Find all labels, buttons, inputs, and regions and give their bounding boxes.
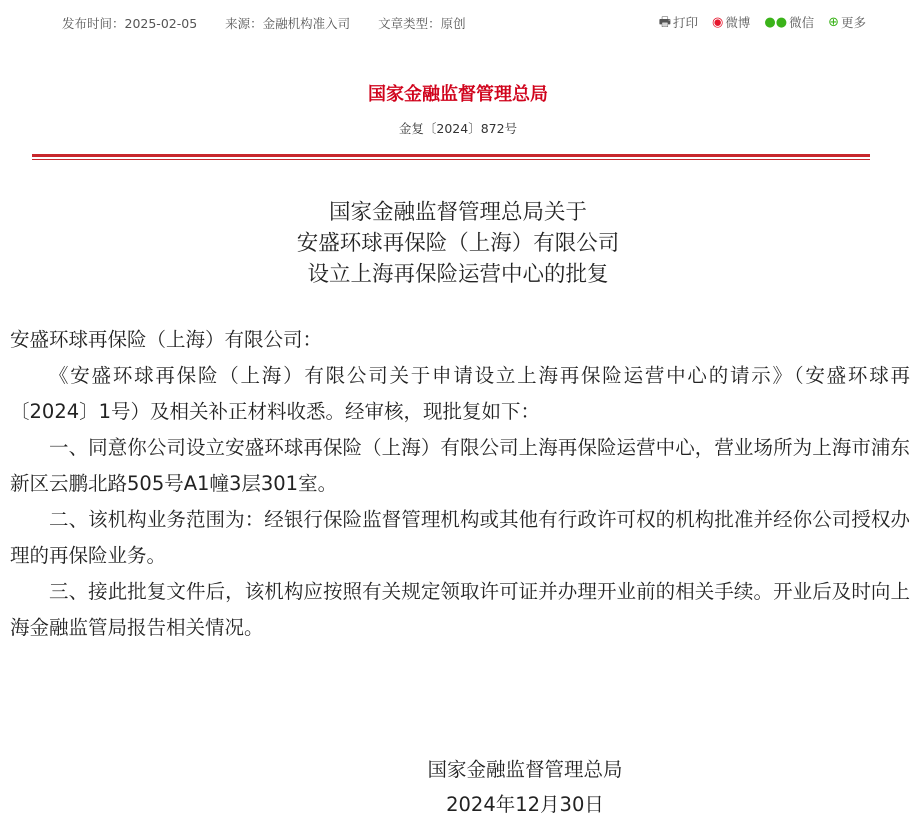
plus-circle-icon: ⊕	[828, 14, 839, 30]
more-share-button[interactable]	[828, 13, 866, 31]
signature-block	[380, 752, 670, 822]
paragraph: 三、接此批复文件后，该机构应按照有关规定领取许可证并办理开业前的相关手续。开业后及时向上海金融监管局报告相关情况。	[10, 580, 910, 639]
print-label: 打印	[673, 15, 699, 30]
document-number: 金复〔2024〕872号	[398, 121, 518, 136]
document-title	[0, 197, 916, 290]
paragraph: 《安盛环球再保险（上海）有限公司关于申请设立上海再保险运营中心的请示》（安盛环球再〔2024〕1号）及相关补正材料收悉。经审核，现批复如下：	[10, 364, 910, 423]
article-meta	[62, 14, 494, 32]
share-bar	[659, 13, 866, 31]
printer-icon: 🖶	[658, 14, 671, 30]
wechat-label: 微信	[789, 15, 815, 30]
issuing-organization: 国家金融监督管理总局	[368, 84, 548, 105]
title-line: 国家金融监督管理总局关于	[328, 200, 587, 225]
weibo-icon: ◉	[712, 14, 724, 30]
signature-date: 2024年12月30日	[446, 793, 604, 816]
signature-organization: 国家金融监督管理总局	[427, 758, 623, 781]
header-divider-thin	[32, 159, 870, 160]
paragraph: 一、同意你公司设立安盛环球再保险（上海）有限公司上海再保险运营中心，营业场所为上海市浦东新区云鹏北路505号A1幢3层301室。	[10, 436, 910, 495]
paragraph: 二、该机构业务范围为：经银行保险监督管理机构或其他有行政许可权的机构批准并经你公司授权办理的再保险业务。	[10, 508, 910, 567]
title-line: 安盛环球再保险（上海）有限公司	[296, 231, 620, 256]
article-type: 文章类型：原创	[378, 16, 466, 31]
publish-time: 发布时间：2025-02-05	[62, 16, 198, 31]
document-body	[10, 322, 910, 646]
more-label: 更多	[840, 15, 866, 30]
source: 来源：金融机构准入司	[225, 16, 351, 31]
weibo-share-button[interactable]	[712, 13, 750, 31]
title-line: 设立上海再保险运营中心的批复	[307, 262, 609, 287]
print-button[interactable]	[659, 13, 698, 31]
header-divider-thick	[32, 154, 870, 157]
wechat-share-button[interactable]	[764, 13, 814, 31]
weibo-label: 微博	[725, 15, 751, 30]
wechat-icon: ●●	[764, 14, 788, 30]
salutation: 安盛环球再保险（上海）有限公司：	[10, 328, 323, 351]
